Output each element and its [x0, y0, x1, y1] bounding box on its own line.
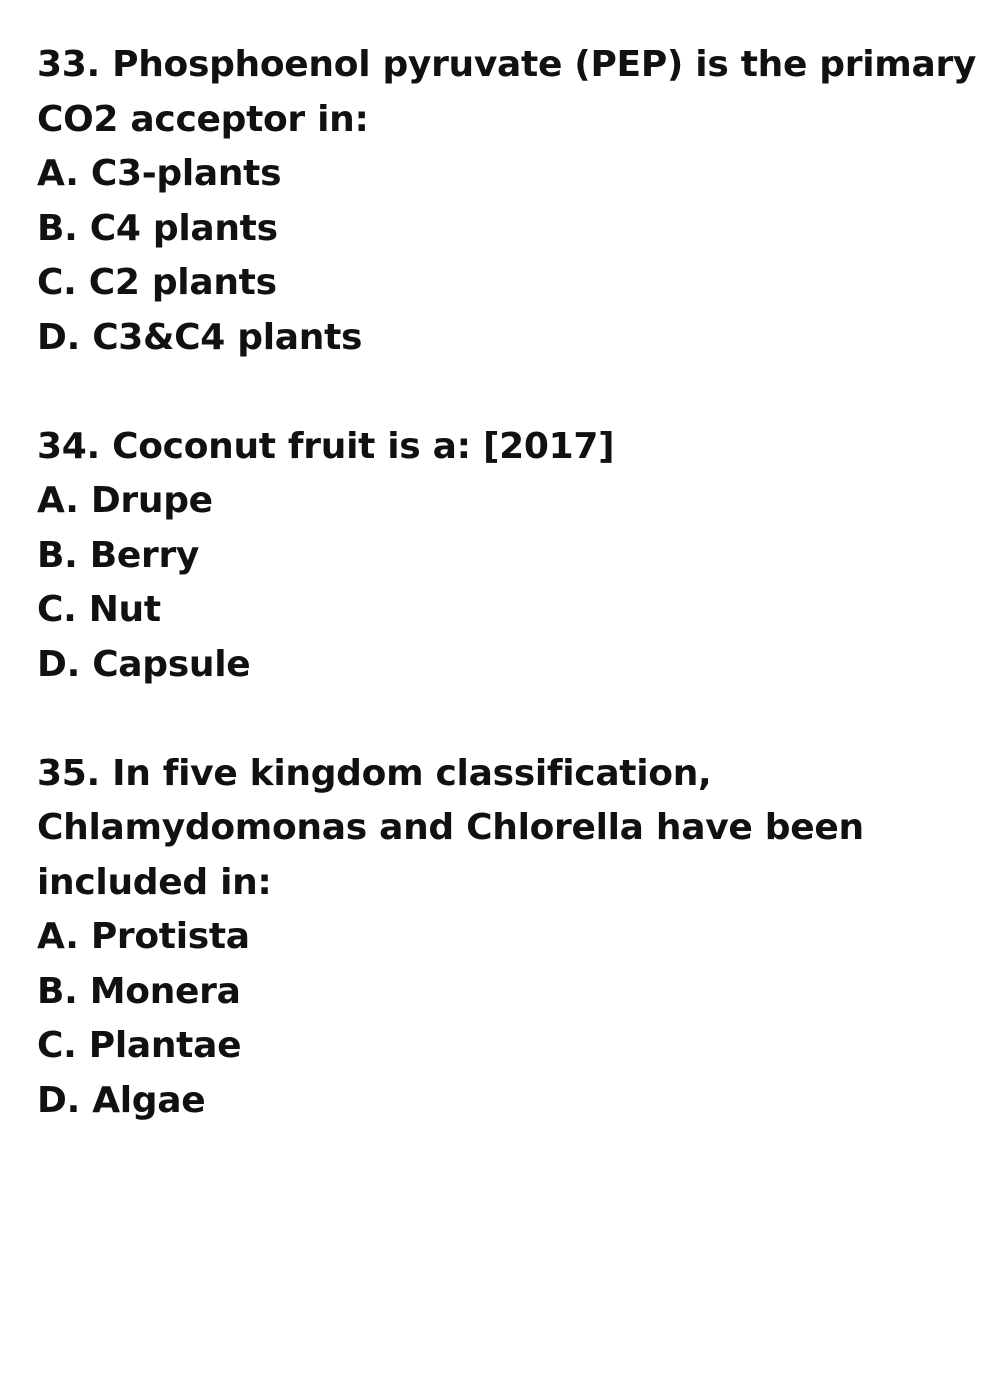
option-a: A. Drupe — [37, 480, 213, 521]
question-text-line: CO2 acceptor in: — [37, 98, 369, 140]
option-a: A. Protista — [37, 916, 250, 957]
option-d: D. C3&C4 plants — [37, 316, 363, 358]
option-b: B. C4 plants — [37, 207, 278, 249]
option-b: B. Berry — [37, 534, 200, 576]
option-d: D. Capsule — [37, 643, 251, 685]
option-c: C. Plantae — [37, 1025, 242, 1066]
question-35 — [37, 747, 957, 1129]
question-33 — [37, 38, 977, 365]
question-34 — [37, 420, 957, 693]
option-c: C. Nut — [37, 589, 161, 630]
option-d: D. Algae — [37, 1079, 206, 1121]
question-text-line: 34. Coconut fruit is a: [2017] — [37, 425, 615, 467]
option-a: A. C3-plants — [37, 153, 282, 194]
question-text-line: 35. In five kingdom classification, — [37, 752, 712, 794]
question-text-line: 33. Phosphoenol pyruvate (PEP) is the primary — [37, 44, 977, 85]
option-c: C. C2 plants — [37, 262, 277, 303]
option-b: B. Monera — [37, 970, 241, 1012]
question-text-line: Chlamydomonas and Chlorella have been — [37, 807, 864, 848]
question-spacer — [37, 365, 957, 420]
question-sheet — [37, 38, 977, 1128]
question-spacer — [37, 692, 957, 747]
question-text-line: included in: — [37, 861, 272, 903]
